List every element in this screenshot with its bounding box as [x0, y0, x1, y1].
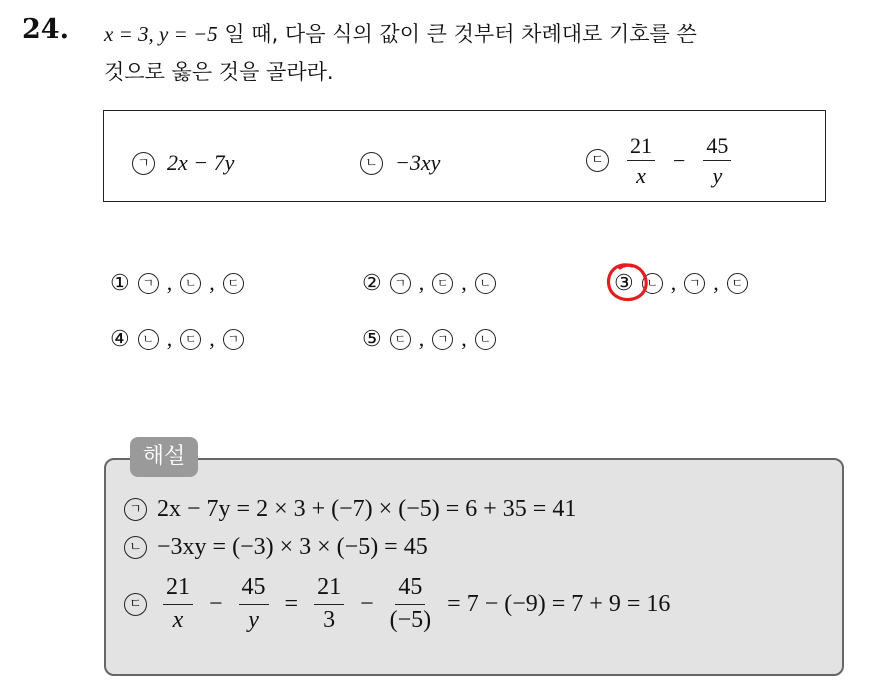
marker-digeut-icon: ㄷ: [124, 593, 147, 616]
solution-line-2-text: −3xy = (−3) × 3 × (−5) = 45: [157, 534, 428, 560]
question-number: 24.: [22, 14, 69, 45]
fraction: $\frac{45}{y}$: [239, 574, 269, 634]
marker-icon: ㄷ: [223, 273, 244, 294]
choice-2[interactable]: ② ㄱ , ㄷ , ㄴ: [362, 270, 496, 296]
choice-3[interactable]: ③ ㄴ , ㄱ , ㄷ: [614, 270, 748, 296]
choice-1[interactable]: ① ㄱ , ㄴ , ㄷ: [110, 270, 244, 296]
operator: =: [284, 590, 299, 617]
marker-icon: ㄷ: [180, 329, 201, 350]
marker-icon: ㄴ: [475, 273, 496, 294]
fraction-45-over-y: $\frac{45}{y}$: [703, 133, 731, 189]
solution-line-3: [124, 574, 670, 634]
marker-icon: ㄷ: [432, 273, 453, 294]
marker-icon: ㄴ: [642, 273, 663, 294]
marker-icon: ㄱ: [138, 273, 159, 294]
marker-icon: ㄷ: [727, 273, 748, 294]
solution-line-1: [124, 496, 576, 523]
marker-giyeok-icon: ㄱ: [132, 152, 155, 175]
choice-1-number: ①: [110, 270, 130, 295]
operator: −: [360, 590, 374, 617]
question-line-1: [104, 18, 697, 48]
choice-5[interactable]: ⑤ ㄷ , ㄱ , ㄴ: [362, 326, 496, 352]
expression-c-operator: −: [673, 147, 686, 173]
marker-giyeok-icon: ㄱ: [124, 498, 147, 521]
question-text-2: 것으로 옳은 것을 골라라.: [104, 60, 334, 84]
marker-icon: ㄷ: [390, 329, 411, 350]
question-text-1: 일 때, 다음 식의 값이 큰 것부터 차례대로 기호를 쓴: [217, 22, 697, 46]
expression-a-text: 2x − 7y: [167, 150, 235, 175]
marker-icon: ㄱ: [684, 273, 705, 294]
marker-icon: ㄱ: [432, 329, 453, 350]
fraction: $\frac{21}{3}$: [314, 574, 344, 634]
marker-icon: ㄱ: [223, 329, 244, 350]
solution-label: 해설: [130, 437, 198, 477]
marker-nieun-icon: ㄴ: [124, 536, 147, 559]
operator: −: [209, 590, 223, 617]
expression-c: [586, 133, 737, 189]
expression-a: [132, 150, 234, 176]
question-variables: x = 3, y = −5: [104, 22, 218, 46]
solution-line-2: [124, 534, 428, 561]
expression-b: [360, 150, 440, 176]
marker-icon: ㄴ: [475, 329, 496, 350]
fraction: $\frac{21}{x}$: [163, 574, 193, 634]
solution-line-1-text: 2x − 7y = 2 × 3 + (−7) × (−5) = 6 + 35 = 41: [157, 496, 577, 522]
solution-line-3-tail: = 7 − (−9) = 7 + 9 = 16: [447, 590, 671, 617]
marker-icon: ㄴ: [138, 329, 159, 350]
solution-box: [104, 458, 844, 676]
selection-circle-icon: [602, 258, 652, 308]
choice-4-number: ④: [110, 326, 130, 351]
expression-b-text: −3xy: [395, 150, 441, 175]
marker-digeut-icon: ㄷ: [586, 149, 609, 172]
fraction-21-over-x: $\frac{21}{x}$: [627, 133, 655, 189]
marker-icon: ㄱ: [390, 273, 411, 294]
marker-nieun-icon: ㄴ: [360, 152, 383, 175]
choice-2-number: ②: [362, 270, 382, 295]
choice-4[interactable]: ④ ㄴ , ㄷ , ㄱ: [110, 326, 244, 352]
marker-icon: ㄴ: [180, 273, 201, 294]
fraction: $\frac{45}{(-5)}$: [389, 574, 432, 633]
choice-3-number: ③: [614, 270, 634, 295]
choice-5-number: ⑤: [362, 326, 382, 351]
